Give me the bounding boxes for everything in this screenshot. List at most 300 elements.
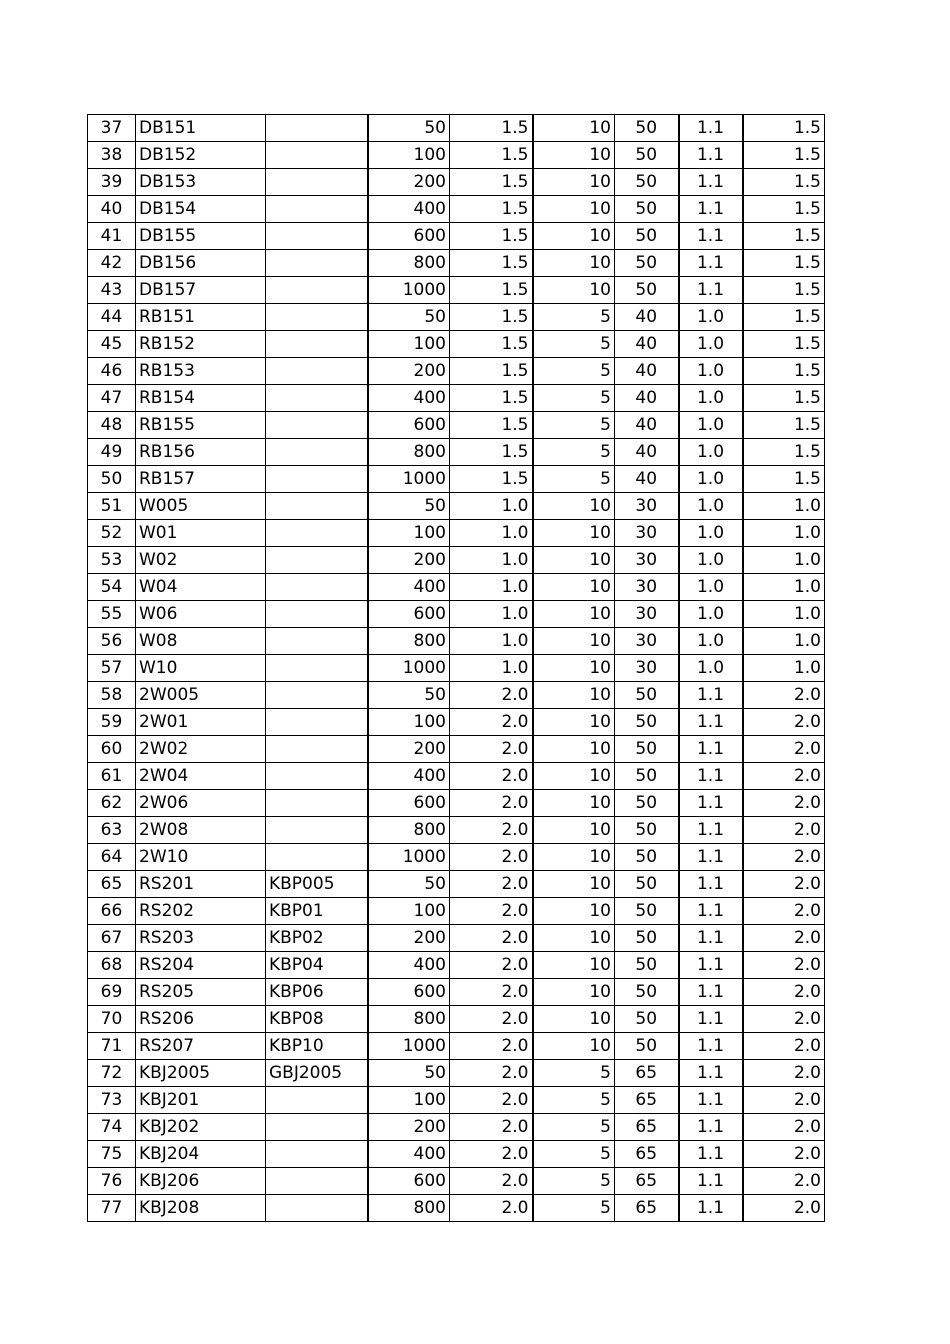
ifsm-cell: 65	[615, 1060, 679, 1087]
ir-cell: 10	[533, 682, 615, 709]
table-row	[88, 439, 825, 466]
alt-model-cell	[266, 439, 368, 466]
table-row	[88, 520, 825, 547]
ifsm-cell: 50	[615, 844, 679, 871]
vf-cell: 1.1	[679, 952, 743, 979]
model-cell: W01	[136, 520, 266, 547]
row-number: 37	[88, 115, 136, 142]
voltage-cell: 400	[368, 952, 450, 979]
ifsm-cell: 50	[615, 169, 679, 196]
rating-cell: 1.0	[743, 547, 825, 574]
voltage-cell: 200	[368, 925, 450, 952]
model-cell: RB154	[136, 385, 266, 412]
vf-cell: 1.0	[679, 439, 743, 466]
rating-cell: 2.0	[743, 1141, 825, 1168]
alt-model-cell	[266, 304, 368, 331]
vf-cell: 1.1	[679, 1060, 743, 1087]
rating-cell: 2.0	[743, 763, 825, 790]
ifsm-cell: 65	[615, 1087, 679, 1114]
table-body	[88, 115, 825, 1222]
table-row	[88, 655, 825, 682]
vf-cell: 1.0	[679, 466, 743, 493]
rating-cell: 1.5	[743, 439, 825, 466]
current-cell: 1.5	[450, 331, 533, 358]
current-cell: 1.5	[450, 277, 533, 304]
model-cell: W005	[136, 493, 266, 520]
rating-cell: 1.0	[743, 520, 825, 547]
ifsm-cell: 65	[615, 1114, 679, 1141]
ir-cell: 5	[533, 1168, 615, 1195]
ir-cell: 10	[533, 925, 615, 952]
row-number: 40	[88, 196, 136, 223]
rating-cell: 1.5	[743, 466, 825, 493]
ifsm-cell: 50	[615, 898, 679, 925]
ir-cell: 10	[533, 871, 615, 898]
ir-cell: 10	[533, 655, 615, 682]
vf-cell: 1.1	[679, 1195, 743, 1222]
row-number: 68	[88, 952, 136, 979]
alt-model-cell	[266, 115, 368, 142]
alt-model-cell	[266, 142, 368, 169]
current-cell: 1.5	[450, 412, 533, 439]
model-cell: RS205	[136, 979, 266, 1006]
rating-cell: 1.0	[743, 628, 825, 655]
voltage-cell: 800	[368, 1195, 450, 1222]
table-row	[88, 1195, 825, 1222]
model-cell: 2W08	[136, 817, 266, 844]
vf-cell: 1.1	[679, 979, 743, 1006]
vf-cell: 1.1	[679, 925, 743, 952]
model-cell: 2W005	[136, 682, 266, 709]
ir-cell: 10	[533, 169, 615, 196]
current-cell: 2.0	[450, 1195, 533, 1222]
current-cell: 2.0	[450, 1060, 533, 1087]
table-row	[88, 547, 825, 574]
voltage-cell: 50	[368, 493, 450, 520]
table-row	[88, 466, 825, 493]
alt-model-cell	[266, 493, 368, 520]
current-cell: 1.5	[450, 169, 533, 196]
vf-cell: 1.0	[679, 385, 743, 412]
voltage-cell: 100	[368, 709, 450, 736]
table-row	[88, 358, 825, 385]
current-cell: 1.5	[450, 466, 533, 493]
ir-cell: 10	[533, 142, 615, 169]
table-row	[88, 493, 825, 520]
vf-cell: 1.1	[679, 682, 743, 709]
ifsm-cell: 30	[615, 655, 679, 682]
table-row	[88, 925, 825, 952]
rating-cell: 2.0	[743, 1033, 825, 1060]
row-number: 52	[88, 520, 136, 547]
table-row	[88, 682, 825, 709]
model-cell: W02	[136, 547, 266, 574]
row-number: 54	[88, 574, 136, 601]
table-row	[88, 790, 825, 817]
alt-model-cell	[266, 223, 368, 250]
current-cell: 1.5	[450, 358, 533, 385]
ifsm-cell: 65	[615, 1195, 679, 1222]
alt-model-cell	[266, 331, 368, 358]
rating-cell: 1.5	[743, 412, 825, 439]
ir-cell: 5	[533, 1060, 615, 1087]
ifsm-cell: 40	[615, 358, 679, 385]
voltage-cell: 100	[368, 142, 450, 169]
alt-model-cell	[266, 277, 368, 304]
current-cell: 1.0	[450, 547, 533, 574]
vf-cell: 1.1	[679, 250, 743, 277]
ifsm-cell: 50	[615, 682, 679, 709]
vf-cell: 1.0	[679, 493, 743, 520]
model-cell: DB151	[136, 115, 266, 142]
vf-cell: 1.1	[679, 1168, 743, 1195]
table-row	[88, 952, 825, 979]
vf-cell: 1.1	[679, 790, 743, 817]
vf-cell: 1.1	[679, 115, 743, 142]
alt-model-cell	[266, 520, 368, 547]
vf-cell: 1.1	[679, 1006, 743, 1033]
alt-model-cell: KBP04	[266, 952, 368, 979]
ir-cell: 10	[533, 547, 615, 574]
table-row	[88, 1006, 825, 1033]
voltage-cell: 200	[368, 169, 450, 196]
model-cell: RB155	[136, 412, 266, 439]
row-number: 66	[88, 898, 136, 925]
table-row	[88, 385, 825, 412]
alt-model-cell	[266, 736, 368, 763]
table-row	[88, 412, 825, 439]
voltage-cell: 400	[368, 196, 450, 223]
row-number: 45	[88, 331, 136, 358]
current-cell: 1.5	[450, 439, 533, 466]
voltage-cell: 100	[368, 1087, 450, 1114]
rating-cell: 1.5	[743, 169, 825, 196]
table-row	[88, 817, 825, 844]
model-cell: RB153	[136, 358, 266, 385]
voltage-cell: 50	[368, 1060, 450, 1087]
vf-cell: 1.1	[679, 142, 743, 169]
alt-model-cell	[266, 601, 368, 628]
table-row	[88, 277, 825, 304]
model-cell: RS207	[136, 1033, 266, 1060]
model-cell: DB154	[136, 196, 266, 223]
current-cell: 2.0	[450, 1114, 533, 1141]
model-cell: 2W10	[136, 844, 266, 871]
rating-cell: 2.0	[743, 682, 825, 709]
vf-cell: 1.0	[679, 547, 743, 574]
voltage-cell: 1000	[368, 655, 450, 682]
alt-model-cell	[266, 196, 368, 223]
voltage-cell: 50	[368, 682, 450, 709]
ifsm-cell: 30	[615, 574, 679, 601]
row-number: 75	[88, 1141, 136, 1168]
voltage-cell: 800	[368, 817, 450, 844]
model-cell: RB151	[136, 304, 266, 331]
voltage-cell: 200	[368, 358, 450, 385]
ifsm-cell: 40	[615, 385, 679, 412]
rating-cell: 1.0	[743, 574, 825, 601]
rating-cell: 2.0	[743, 709, 825, 736]
ir-cell: 5	[533, 1141, 615, 1168]
alt-model-cell: GBJ2005	[266, 1060, 368, 1087]
table-row	[88, 169, 825, 196]
row-number: 59	[88, 709, 136, 736]
current-cell: 2.0	[450, 1033, 533, 1060]
voltage-cell: 600	[368, 223, 450, 250]
voltage-cell: 200	[368, 1114, 450, 1141]
row-number: 76	[88, 1168, 136, 1195]
vf-cell: 1.0	[679, 358, 743, 385]
vf-cell: 1.0	[679, 331, 743, 358]
ir-cell: 10	[533, 223, 615, 250]
ifsm-cell: 30	[615, 520, 679, 547]
model-cell: 2W02	[136, 736, 266, 763]
voltage-cell: 400	[368, 763, 450, 790]
rating-cell: 2.0	[743, 1087, 825, 1114]
current-cell: 1.0	[450, 601, 533, 628]
table-row	[88, 1087, 825, 1114]
ir-cell: 10	[533, 628, 615, 655]
row-number: 43	[88, 277, 136, 304]
row-number: 46	[88, 358, 136, 385]
rating-cell: 1.5	[743, 223, 825, 250]
vf-cell: 1.1	[679, 1033, 743, 1060]
ifsm-cell: 50	[615, 1033, 679, 1060]
vf-cell: 1.1	[679, 1087, 743, 1114]
rating-cell: 2.0	[743, 871, 825, 898]
model-cell: RS204	[136, 952, 266, 979]
ifsm-cell: 40	[615, 466, 679, 493]
voltage-cell: 50	[368, 304, 450, 331]
ifsm-cell: 50	[615, 871, 679, 898]
table-row	[88, 763, 825, 790]
rating-cell: 1.5	[743, 304, 825, 331]
model-cell: KBJ208	[136, 1195, 266, 1222]
vf-cell: 1.1	[679, 817, 743, 844]
ifsm-cell: 50	[615, 142, 679, 169]
ifsm-cell: 50	[615, 763, 679, 790]
rating-cell: 1.0	[743, 493, 825, 520]
model-cell: 2W06	[136, 790, 266, 817]
row-number: 70	[88, 1006, 136, 1033]
alt-model-cell	[266, 466, 368, 493]
row-number: 67	[88, 925, 136, 952]
table-row	[88, 1060, 825, 1087]
current-cell: 1.0	[450, 574, 533, 601]
alt-model-cell: KBP02	[266, 925, 368, 952]
ir-cell: 10	[533, 601, 615, 628]
alt-model-cell	[266, 709, 368, 736]
ir-cell: 5	[533, 304, 615, 331]
row-number: 51	[88, 493, 136, 520]
ir-cell: 5	[533, 358, 615, 385]
alt-model-cell	[266, 1141, 368, 1168]
current-cell: 2.0	[450, 682, 533, 709]
table-row	[88, 709, 825, 736]
row-number: 50	[88, 466, 136, 493]
table-row	[88, 196, 825, 223]
row-number: 56	[88, 628, 136, 655]
row-number: 63	[88, 817, 136, 844]
voltage-cell: 100	[368, 520, 450, 547]
alt-model-cell: KBP005	[266, 871, 368, 898]
table-row	[88, 115, 825, 142]
current-cell: 2.0	[450, 871, 533, 898]
ir-cell: 10	[533, 736, 615, 763]
row-number: 47	[88, 385, 136, 412]
voltage-cell: 200	[368, 547, 450, 574]
table-row	[88, 601, 825, 628]
model-cell: KBJ204	[136, 1141, 266, 1168]
data-table	[87, 114, 825, 1222]
voltage-cell: 800	[368, 628, 450, 655]
alt-model-cell	[266, 1114, 368, 1141]
row-number: 55	[88, 601, 136, 628]
rating-cell: 1.5	[743, 142, 825, 169]
rating-cell: 2.0	[743, 1006, 825, 1033]
current-cell: 1.5	[450, 385, 533, 412]
vf-cell: 1.1	[679, 277, 743, 304]
model-cell: 2W04	[136, 763, 266, 790]
ifsm-cell: 50	[615, 250, 679, 277]
rating-cell: 2.0	[743, 898, 825, 925]
ir-cell: 5	[533, 1087, 615, 1114]
table-row	[88, 1168, 825, 1195]
rating-cell: 1.5	[743, 196, 825, 223]
voltage-cell: 100	[368, 898, 450, 925]
table-row	[88, 1114, 825, 1141]
table-row	[88, 1141, 825, 1168]
ifsm-cell: 50	[615, 196, 679, 223]
ir-cell: 5	[533, 466, 615, 493]
current-cell: 1.5	[450, 250, 533, 277]
vf-cell: 1.1	[679, 169, 743, 196]
rating-cell: 2.0	[743, 736, 825, 763]
current-cell: 2.0	[450, 1006, 533, 1033]
rating-cell: 2.0	[743, 925, 825, 952]
alt-model-cell: KBP06	[266, 979, 368, 1006]
row-number: 69	[88, 979, 136, 1006]
current-cell: 1.5	[450, 223, 533, 250]
vf-cell: 1.0	[679, 601, 743, 628]
vf-cell: 1.0	[679, 655, 743, 682]
rating-cell: 1.5	[743, 358, 825, 385]
row-number: 60	[88, 736, 136, 763]
voltage-cell: 1000	[368, 466, 450, 493]
current-cell: 2.0	[450, 1168, 533, 1195]
current-cell: 1.5	[450, 304, 533, 331]
voltage-cell: 600	[368, 601, 450, 628]
alt-model-cell	[266, 1087, 368, 1114]
row-number: 64	[88, 844, 136, 871]
model-cell: DB153	[136, 169, 266, 196]
voltage-cell: 50	[368, 871, 450, 898]
voltage-cell: 600	[368, 412, 450, 439]
vf-cell: 1.1	[679, 763, 743, 790]
ir-cell: 5	[533, 412, 615, 439]
model-cell: DB157	[136, 277, 266, 304]
ifsm-cell: 40	[615, 304, 679, 331]
model-cell: W08	[136, 628, 266, 655]
vf-cell: 1.1	[679, 223, 743, 250]
voltage-cell: 400	[368, 574, 450, 601]
voltage-cell: 600	[368, 1168, 450, 1195]
current-cell: 1.5	[450, 196, 533, 223]
current-cell: 2.0	[450, 763, 533, 790]
vf-cell: 1.1	[679, 736, 743, 763]
rating-cell: 2.0	[743, 817, 825, 844]
table-row	[88, 304, 825, 331]
table-row	[88, 331, 825, 358]
alt-model-cell	[266, 574, 368, 601]
current-cell: 2.0	[450, 709, 533, 736]
ifsm-cell: 50	[615, 115, 679, 142]
rating-cell: 1.5	[743, 277, 825, 304]
ifsm-cell: 40	[615, 412, 679, 439]
rating-cell: 2.0	[743, 1114, 825, 1141]
alt-model-cell	[266, 817, 368, 844]
model-cell: W10	[136, 655, 266, 682]
model-cell: DB152	[136, 142, 266, 169]
current-cell: 1.5	[450, 142, 533, 169]
current-cell: 1.0	[450, 493, 533, 520]
current-cell: 2.0	[450, 925, 533, 952]
current-cell: 2.0	[450, 1087, 533, 1114]
row-number: 58	[88, 682, 136, 709]
model-cell: 2W01	[136, 709, 266, 736]
ifsm-cell: 50	[615, 1006, 679, 1033]
vf-cell: 1.1	[679, 1114, 743, 1141]
ir-cell: 5	[533, 1195, 615, 1222]
voltage-cell: 1000	[368, 844, 450, 871]
ir-cell: 10	[533, 844, 615, 871]
model-cell: RB156	[136, 439, 266, 466]
ifsm-cell: 65	[615, 1168, 679, 1195]
current-cell: 2.0	[450, 844, 533, 871]
table-row	[88, 142, 825, 169]
alt-model-cell	[266, 1168, 368, 1195]
voltage-cell: 800	[368, 250, 450, 277]
ifsm-cell: 30	[615, 493, 679, 520]
ir-cell: 10	[533, 493, 615, 520]
row-number: 73	[88, 1087, 136, 1114]
current-cell: 2.0	[450, 898, 533, 925]
row-number: 71	[88, 1033, 136, 1060]
vf-cell: 1.0	[679, 520, 743, 547]
voltage-cell: 800	[368, 1006, 450, 1033]
row-number: 42	[88, 250, 136, 277]
current-cell: 2.0	[450, 817, 533, 844]
table-row	[88, 979, 825, 1006]
row-number: 77	[88, 1195, 136, 1222]
alt-model-cell	[266, 250, 368, 277]
vf-cell: 1.0	[679, 628, 743, 655]
ifsm-cell: 65	[615, 1141, 679, 1168]
vf-cell: 1.1	[679, 844, 743, 871]
ifsm-cell: 30	[615, 547, 679, 574]
row-number: 44	[88, 304, 136, 331]
rating-cell: 1.5	[743, 385, 825, 412]
model-cell: W06	[136, 601, 266, 628]
ir-cell: 5	[533, 439, 615, 466]
model-cell: KBJ2005	[136, 1060, 266, 1087]
table-row	[88, 223, 825, 250]
alt-model-cell	[266, 385, 368, 412]
row-number: 72	[88, 1060, 136, 1087]
row-number: 57	[88, 655, 136, 682]
row-number: 53	[88, 547, 136, 574]
rating-cell: 1.0	[743, 655, 825, 682]
